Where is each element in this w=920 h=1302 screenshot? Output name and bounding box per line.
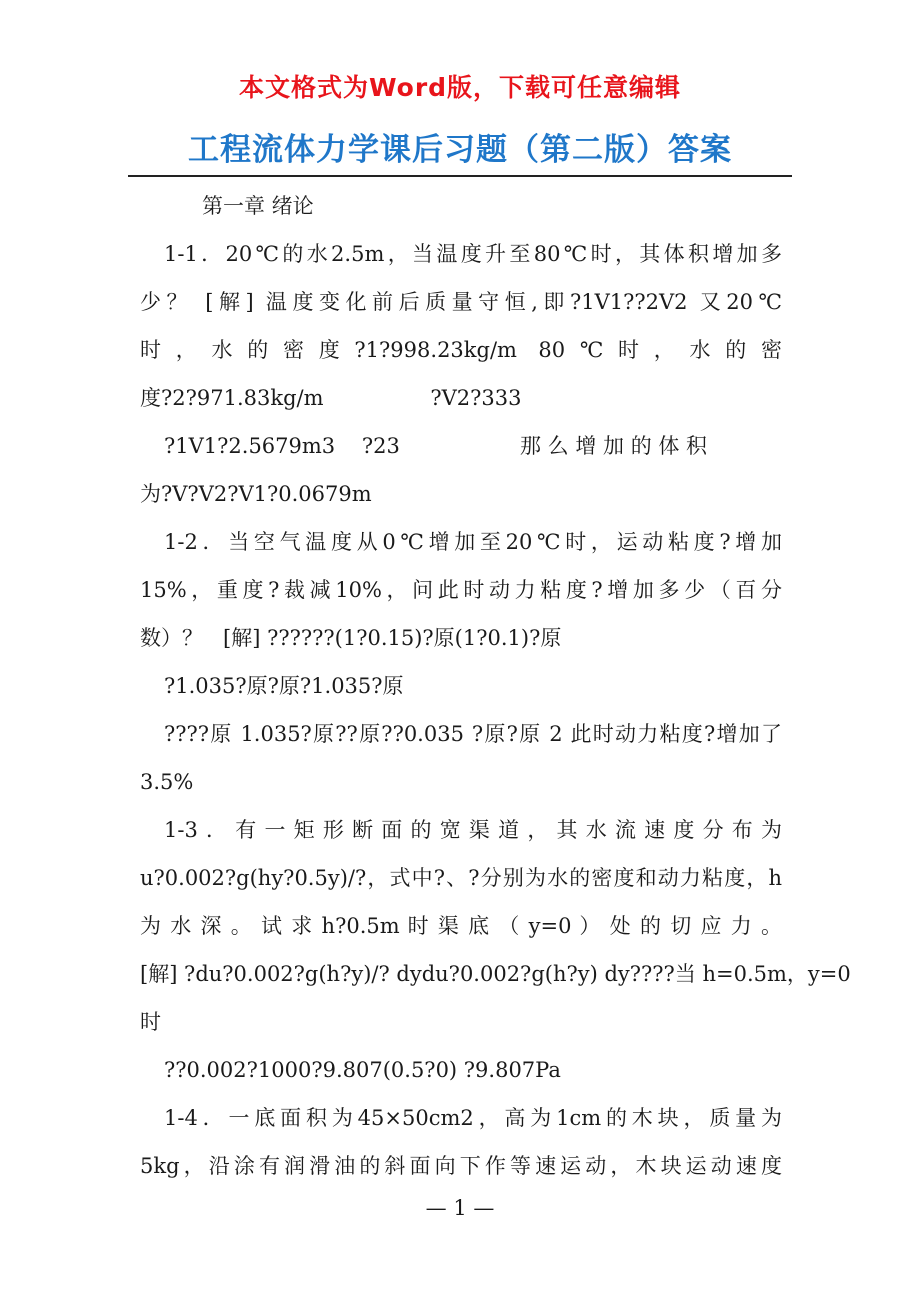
text-line: 为?V?V2?V1?0.0679m xyxy=(140,482,372,506)
text-line: 3.5% xyxy=(140,770,194,794)
text-line: 度?2?971.83kg/m ?V2?333 xyxy=(140,386,522,410)
text-line: 1-3．有一矩形断面的宽渠道，其水流速度分布为 xyxy=(164,818,782,842)
text-line: 数）？ [解] ??????(1?0.15)?原(1?0.1)?原 xyxy=(140,626,562,650)
text-line: ??0.002?1000?9.807(0.5?0) ?9.807Pa xyxy=(164,1058,561,1082)
format-banner: 本文格式为Word版，下载可任意编辑 xyxy=(238,73,682,102)
text-line: 1-2．当空气温度从0℃增加至20℃时，运动粘度?增加 xyxy=(164,530,782,554)
chapter-heading: 第一章 绪论 xyxy=(202,194,314,218)
title-rule xyxy=(128,175,792,177)
text-line: 5kg，沿涂有润滑油的斜面向下作等速运动，木块运动速度 xyxy=(140,1154,782,1178)
text-line: ?1V1?2.5679m3 ?23 那 么 增 加 的 体 积 xyxy=(164,434,708,458)
text-line: u?0.002?g(hy?0.5y)/?，式中?、?分别为水的密度和动力粘度，h xyxy=(140,866,782,890)
text-line: 为 水 深 。 试 求 h?0.5m 时 渠 底 （ y=0 ） 处 的 切 应 力 。 xyxy=(140,914,782,938)
document-title: 工程流体力学课后习题（第二版）答案 xyxy=(188,132,732,168)
text-line: ????原 1.035?原??原??0.035 ?原?原 2 此时动力粘度?增加了 xyxy=(164,722,782,746)
text-line: 时，水的密度?1?998.23kg/m 80℃时，水的密 xyxy=(140,338,782,362)
text-line: 少？ [解] 温度变化前后质量守恒,即?1V1??2V2 又20℃ xyxy=(140,290,782,314)
text-line: 1-1．20℃的水2.5m，当温度升至80℃时，其体积增加多 xyxy=(164,242,782,266)
text-line: [解] ?du?0.002?g(h?y)/? dydu?0.002?g(h?y) dy????当 h=0.5m，y=0 xyxy=(140,962,851,986)
text-line: 时 xyxy=(140,1010,161,1034)
text-line: 15%，重度?裁减10%，问此时动力粘度?增加多少（百分 xyxy=(140,578,782,602)
text-line: 1-4．一底面积为45×50cm2，高为1cm的木块，质量为 xyxy=(164,1106,782,1130)
page-number: — 1 — xyxy=(425,1196,495,1220)
text-line: ?1.035?原?原?1.035?原 xyxy=(164,674,404,698)
